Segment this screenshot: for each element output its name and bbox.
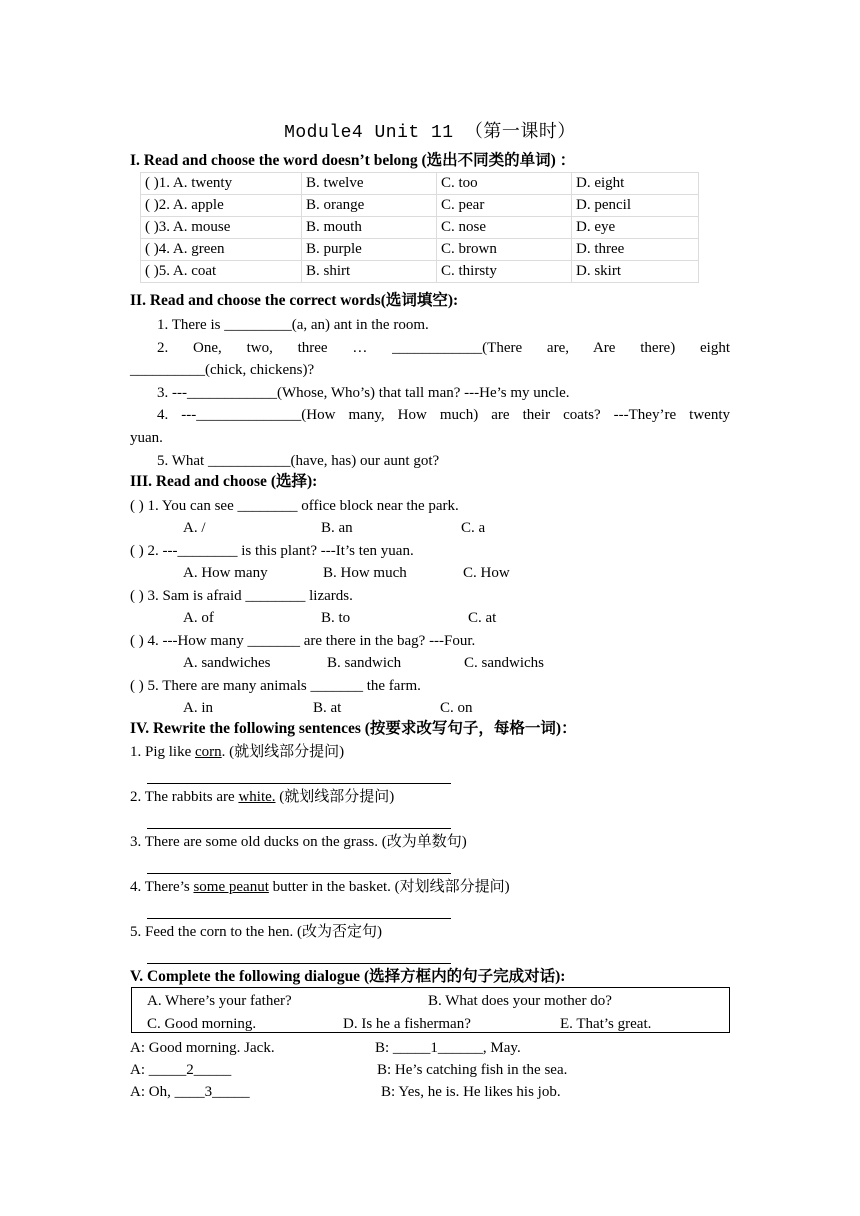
s2-question-4-line-2: yuan. <box>130 430 163 446</box>
answer-line <box>147 828 451 829</box>
dialogue-line-a3: A: Oh, ____3_____ <box>130 1084 250 1100</box>
answer-line <box>147 963 451 964</box>
section-5-heading: V. Complete the following dialogue (选择方框内的句子完成对话): <box>130 968 566 985</box>
table-row <box>141 173 699 195</box>
option-b-cell: B. purple <box>302 239 437 261</box>
underlined-word: some peanut <box>193 879 269 895</box>
dialogue-option-e: E. That’s great. <box>560 1016 652 1032</box>
dialogue-option-c: C. Good morning. <box>147 1016 257 1032</box>
question-cell: ( )2. A. apple <box>141 195 302 217</box>
s4-item-4-instruction: butter in the basket. (对划线部分提问) <box>268 879 510 895</box>
s4-item-2-text: 2. The rabbits are <box>130 789 239 805</box>
s4-item-1 <box>130 743 344 761</box>
page-title: Module4 Unit 11 （第一课时） <box>284 123 576 143</box>
dialogue-line-b3: B: Yes, he is. He likes his job. <box>381 1084 561 1100</box>
s3-question-4: ( ) 4. ---How many _______ are there in the bag? ---Four. <box>130 633 476 649</box>
dialogue-line-a2: A: _____2_____ <box>130 1062 232 1078</box>
s3-q5-option-a: A. in <box>183 700 213 716</box>
s3-q4-option-c: C. sandwichs <box>464 655 544 671</box>
s2-question-1: 1. There is _________(a, an) ant in the room. <box>157 317 429 333</box>
s4-item-4-text: 4. There’s <box>130 879 194 895</box>
dialogue-option-b: B. What does your mother do? <box>428 993 612 1009</box>
s3-q5-option-c: C. on <box>440 700 473 716</box>
s4-item-4 <box>130 878 510 896</box>
option-b-cell: B. orange <box>302 195 437 217</box>
s2-question-2-line-2: __________(chick, chickens)? <box>130 362 315 378</box>
table-row <box>141 239 699 261</box>
s3-question-1: ( ) 1. You can see ________ office block near the park. <box>130 498 459 514</box>
question-cell: ( )4. A. green <box>141 239 302 261</box>
section-1-heading: I. Read and choose the word doesn’t belong (选出不同类的单词) ： <box>130 152 576 169</box>
option-c-cell: C. thirsty <box>437 261 572 283</box>
s3-q1-option-b: B. an <box>321 520 353 536</box>
s2-question-3: 3. ---____________(Whose, Who’s) that tall man? ---He’s my uncle. <box>157 385 570 401</box>
s4-item-2 <box>130 788 394 806</box>
section-3-heading: III. Read and choose (选择): <box>130 473 318 490</box>
section-2-heading: II. Read and choose the correct words(选词填空): <box>130 292 459 309</box>
s3-q3-option-b: B. to <box>321 610 351 626</box>
s3-q3-option-a: A. of <box>183 610 214 626</box>
option-c-cell: C. brown <box>437 239 572 261</box>
option-c-cell: C. pear <box>437 195 572 217</box>
answer-line <box>147 918 451 919</box>
s3-q4-option-a: A. sandwiches <box>183 655 271 671</box>
dialogue-line-b2: B: He’s catching fish in the sea. <box>377 1062 568 1078</box>
s2-question-2-line-1: 2. One, two, three … ____________(There are, Are there) eight <box>157 340 730 356</box>
table-row <box>141 217 699 239</box>
s3-question-2: ( ) 2. ---________ is this plant? ---It’s ten yuan. <box>130 543 414 559</box>
s3-question-5: ( ) 5. There are many animals _______ the farm. <box>130 678 421 694</box>
option-d-cell: D. three <box>572 239 699 261</box>
section-4-heading: IV. Rewrite the following sentences (按要求改写句子，每格一词)： <box>130 720 577 737</box>
underlined-word: corn <box>195 744 222 760</box>
underlined-word: white. <box>238 789 276 805</box>
dialogue-line-b1: B: _____1______, May. <box>375 1040 521 1056</box>
dialogue-option-a: A. Where’s your father? <box>147 993 292 1009</box>
option-b-cell: B. mouth <box>302 217 437 239</box>
s4-item-1-instruction: . (就划线部分提问) <box>221 744 345 760</box>
s3-q1-option-a: A. / <box>183 520 206 536</box>
s2-question-5: 5. What ___________(have, has) our aunt got? <box>157 453 440 469</box>
option-d-cell: D. pencil <box>572 195 699 217</box>
s3-q2-option-c: C. How <box>463 565 510 581</box>
s3-q2-option-b: B. How much <box>323 565 407 581</box>
s3-q2-option-a: A. How many <box>183 565 268 581</box>
section-1-table <box>140 172 699 283</box>
option-b-cell: B. shirt <box>302 261 437 283</box>
s2-question-4-line-1: 4. ---______________(How many, How much) are their coats? ---They’re twenty <box>157 407 730 423</box>
s3-q4-option-b: B. sandwich <box>327 655 402 671</box>
option-c-cell: C. nose <box>437 217 572 239</box>
question-cell: ( )1. A. twenty <box>141 173 302 195</box>
option-d-cell: D. skirt <box>572 261 699 283</box>
s3-q3-option-c: C. at <box>468 610 497 626</box>
s3-q1-option-c: C. a <box>461 520 486 536</box>
s4-item-2-instruction: (就划线部分提问) <box>275 789 395 805</box>
table-row <box>141 261 699 283</box>
s3-question-3: ( ) 3. Sam is afraid ________ lizards. <box>130 588 353 604</box>
s3-q5-option-b: B. at <box>313 700 342 716</box>
answer-line <box>147 873 451 874</box>
option-b-cell: B. twelve <box>302 173 437 195</box>
question-cell: ( )3. A. mouse <box>141 217 302 239</box>
dialogue-option-d: D. Is he a fisherman? <box>343 1016 471 1032</box>
option-c-cell: C. too <box>437 173 572 195</box>
question-cell: ( )5. A. coat <box>141 261 302 283</box>
table-row <box>141 195 699 217</box>
option-d-cell: D. eye <box>572 217 699 239</box>
option-d-cell: D. eight <box>572 173 699 195</box>
s4-item-1-text: 1. Pig like <box>130 744 196 760</box>
answer-line <box>147 783 451 784</box>
s4-item-5: 5. Feed the corn to the hen. (改为否定句) <box>130 924 383 940</box>
s4-item-3: 3. There are some old ducks on the grass. (改为单数句) <box>130 834 467 850</box>
dialogue-line-a1: A: Good morning. Jack. <box>130 1040 275 1056</box>
